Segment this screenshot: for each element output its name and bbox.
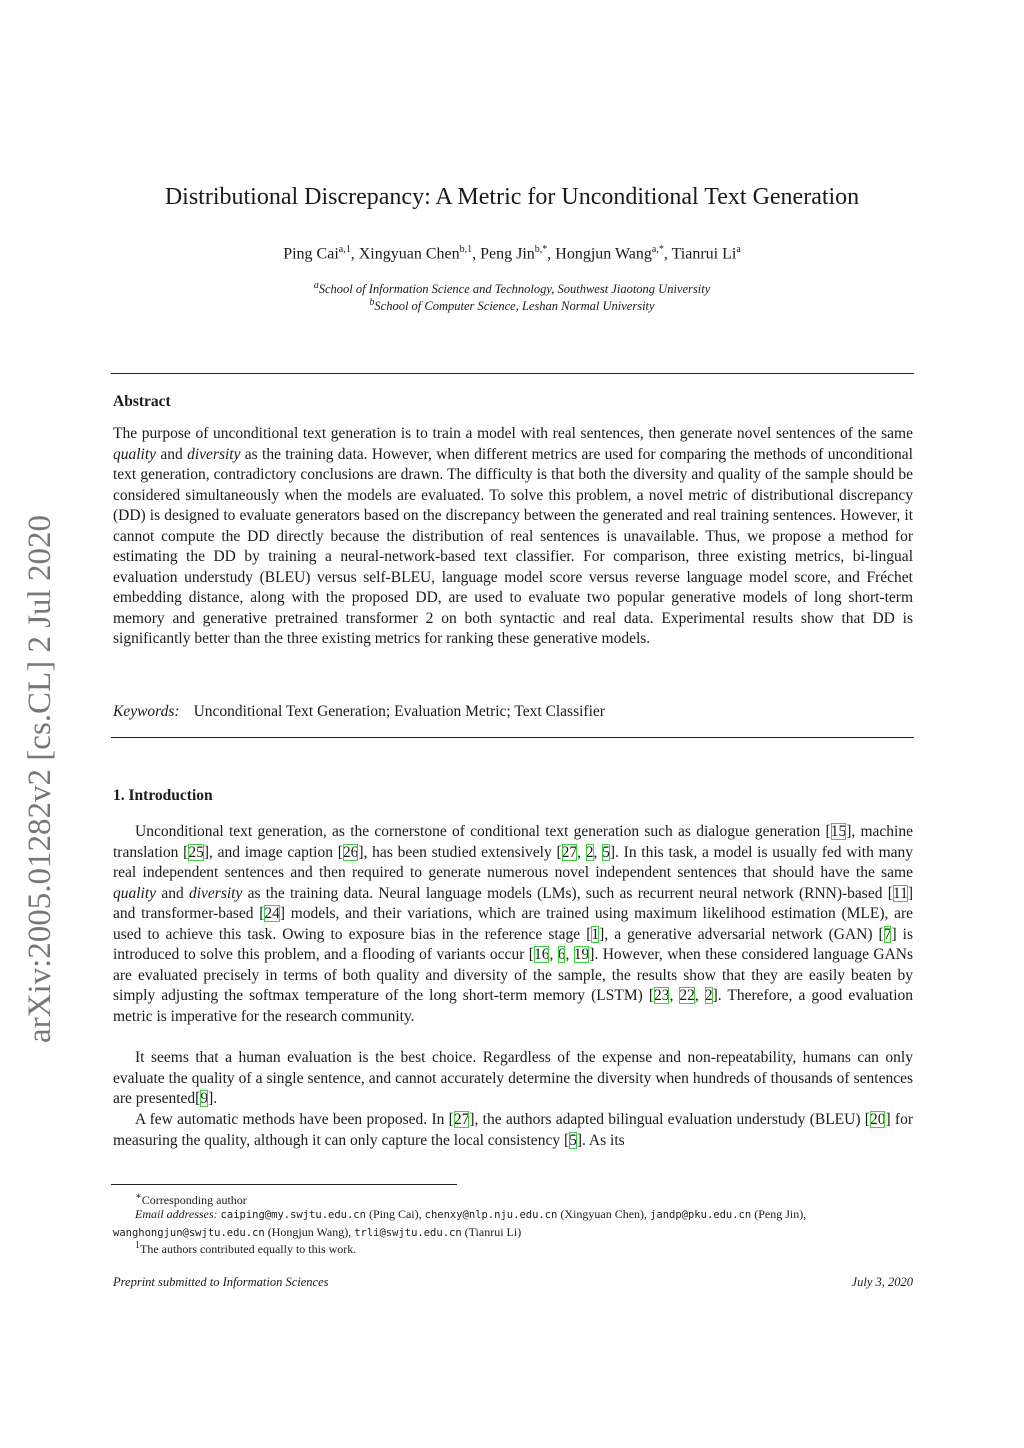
email-owner: (Peng Jin) [754,1207,804,1221]
citation-link[interactable]: 15 [830,823,847,840]
citation-link[interactable]: 1 [591,925,600,943]
footnote-emails: Email addresses: caiping@my.swjtu.edu.cn (Ping Cai), chenxy@nlp.nju.edu.cn (Xingyuan Chen), jandp@pku.edu.cn (Peng Jin), wanghongjun@swjtu.edu.cn (Hongjun Wang), trli@swjtu.edu.cn (Tianrui Li) [113,1207,807,1239]
author-affil-mark: a,* [651,244,664,255]
author-affil-mark: a,1 [338,244,351,255]
author-affil-mark: a [736,244,741,255]
citation-link[interactable]: 24 [264,905,280,922]
footnote-equal-contribution [113,1238,935,1258]
email-label: Email addresses: [135,1207,218,1221]
author-name: Tianrui Li [671,245,737,263]
intro-paragraph: Unconditional text generation, as the cornerstone of conditional text generation such as dialogue generation [15], machine translation [25], and image caption [26], has been studied extensively [27, 2, 5]. In this task, a model is usually fed with many real independent sentences and then required to generate numerous novel independent sentences that should have the same quality and diversity as the training data. Neural language models (LMs), such as recurrent neural network (RNN)-based [11] and transformer-based [24] models, and their variations, which are trained using maximum likelihood estimation (MLE), are used to achieve this task. Owing to exposure bias in the reference stage [1], a generative adversarial network (GAN) [7] is introduced to solve this problem, and a flooding of variants occur [16, 6, 19]. However, when these considered language GANs are evaluated precisely in terms of both quality and diversity of the sample, the results show that they are easily beaten by simply adjusting the softmax temperature of the long short-term memory (LSTM) [23, 22, 2]. Therefore, a good evaluation metric is imperative for the research community. [113,823,914,1025]
section-heading-introduction: 1. Introduction [113,787,213,804]
paper-title: Distributional Discrepancy: A Metric for Unconditional Text Generation [164,184,860,210]
citation-link[interactable]: 11 [892,884,908,902]
abstract-text: The purpose of unconditional text generation is to train a model with real sentences, then generate novel sentences of the same quality and diversity as the training data. However, when different metrics are used for comparing the methods of unconditional text generation, contradictory conclusions are drawn. The difficulty is that both the diversity and quality of the sample should be considered simultaneously when the models are evaluated. To solve this problem, a novel metric of distributional discrepancy (DD) is designed to evaluate generators based on the discrepancy between the generated and real training sentences. However, it cannot compute the DD directly because the distribution of real sentences is unavailable. Thus, we propose a method for estimating the DD by training a neural-network-based text classifier. For comparison, three existing metrics, bi-lingual evaluation understudy (BLEU) versus self-BLEU, language model score versus reverse language model score, and Fréchet embedding distance, along with the proposed DD, are used to evaluate two popular generative models of long short-term memory and generative pretrained transformer 2 on both syntactic and real data. Experimental results show that DD is significantly better than the three existing metrics for ranking these generative models. [113,425,913,647]
footer-date: July 3, 2020 [851,1275,913,1289]
citation-link[interactable]: 9 [200,1090,209,1107]
affiliation [0,297,1024,314]
email-link[interactable]: caiping@my.swjtu.edu.cn [220,1209,366,1221]
author-name: Xingyuan Chen [358,245,460,263]
footnote-text: The authors contributed equally to this work. [140,1242,357,1256]
affiliation [0,280,1024,297]
footer-submission: Preprint submitted to Information Sciences [113,1275,329,1289]
email-owner: (Tianrui Li) [464,1224,522,1239]
intro-paragraph: A few automatic methods have been proposed. In [27], the authors adapted bilingual evaluation understudy (BLEU) [20] for measuring the quality, although it can only capture the local consistency [5]. As its [113,1111,913,1149]
author-list: Ping Cai$^{a,1}$, Xingyuan Chen$^{b,1}$, Peng Jin$^{b,*}$, Hongjun Wang$^{a,*}$, Tianrui Li$^a$ [283,244,741,263]
author-affil-mark: b,1 [459,244,473,255]
citation-link[interactable]: 5 [602,843,610,861]
citation-link[interactable]: 7 [883,925,892,943]
citation-link[interactable]: 27 [453,1111,470,1128]
affiliation-text: School of Information Science and Technology, Southwest Jiaotong University [318,282,711,297]
footnote-mark: 1 [135,1240,140,1251]
citation-link[interactable]: 22 [679,987,695,1004]
intro-paragraph: It seems that a human evaluation is the best choice. Regardless of the expense and non-repeatability, humans can only evaluate the quality of a single sentence, and cannot accurately determine the diversity when hundreds of thousands of sentences are presented[9]. [113,1049,913,1107]
citation-link[interactable]: 20 [869,1111,886,1128]
email-owner: (Ping Cai) [368,1207,419,1221]
citation-link[interactable]: 19 [573,946,590,963]
email-owner: (Xingyuan Chen) [560,1207,645,1221]
footnote-mark: ∗ [135,1191,142,1202]
affiliation-text: School of Computer Science, Leshan Normal University [374,299,655,314]
email-link[interactable]: wanghongjun@swjtu.edu.cn [113,1226,265,1239]
divider [111,373,914,374]
citation-link[interactable]: 2 [704,987,713,1004]
author-name: Ping Cai [283,245,339,263]
divider [111,737,914,738]
footnote-text: Corresponding author [141,1193,247,1207]
citation-link[interactable]: 23 [653,987,670,1004]
keywords-label: Keywords: [113,703,180,720]
arxiv-watermark: arXiv:2005.01282v2 [cs.CL] 2 Jul 2020 [22,515,58,1043]
email-link[interactable]: chenxy@nlp.nju.edu.cn [424,1209,558,1221]
citation-link[interactable]: 27 [561,843,578,861]
author-name: Peng Jin [480,245,535,263]
citation-link[interactable]: 16 [533,946,550,963]
citation-link[interactable]: 25 [188,843,204,861]
abstract-heading: Abstract [113,393,171,410]
citation-link[interactable]: 6 [557,946,566,963]
author-affil-mark: b,* [534,244,548,255]
citation-link[interactable]: 5 [569,1131,577,1149]
footnote-divider [111,1184,457,1185]
keywords [113,703,605,721]
email-link[interactable]: trli@swjtu.edu.cn [354,1226,462,1239]
email-link[interactable]: jandp@pku.edu.cn [650,1209,752,1221]
affiliation-mark: a [313,280,319,291]
author-name: Hongjun Wang [555,245,652,263]
citation-link[interactable]: 26 [342,843,359,861]
citation-link[interactable]: 2 [585,843,594,861]
email-owner: (Hongjun Wang) [267,1224,349,1239]
affiliation-mark: b [369,297,375,308]
keywords-text: Unconditional Text Generation; Evaluation Metric; Text Classifier [193,703,605,720]
